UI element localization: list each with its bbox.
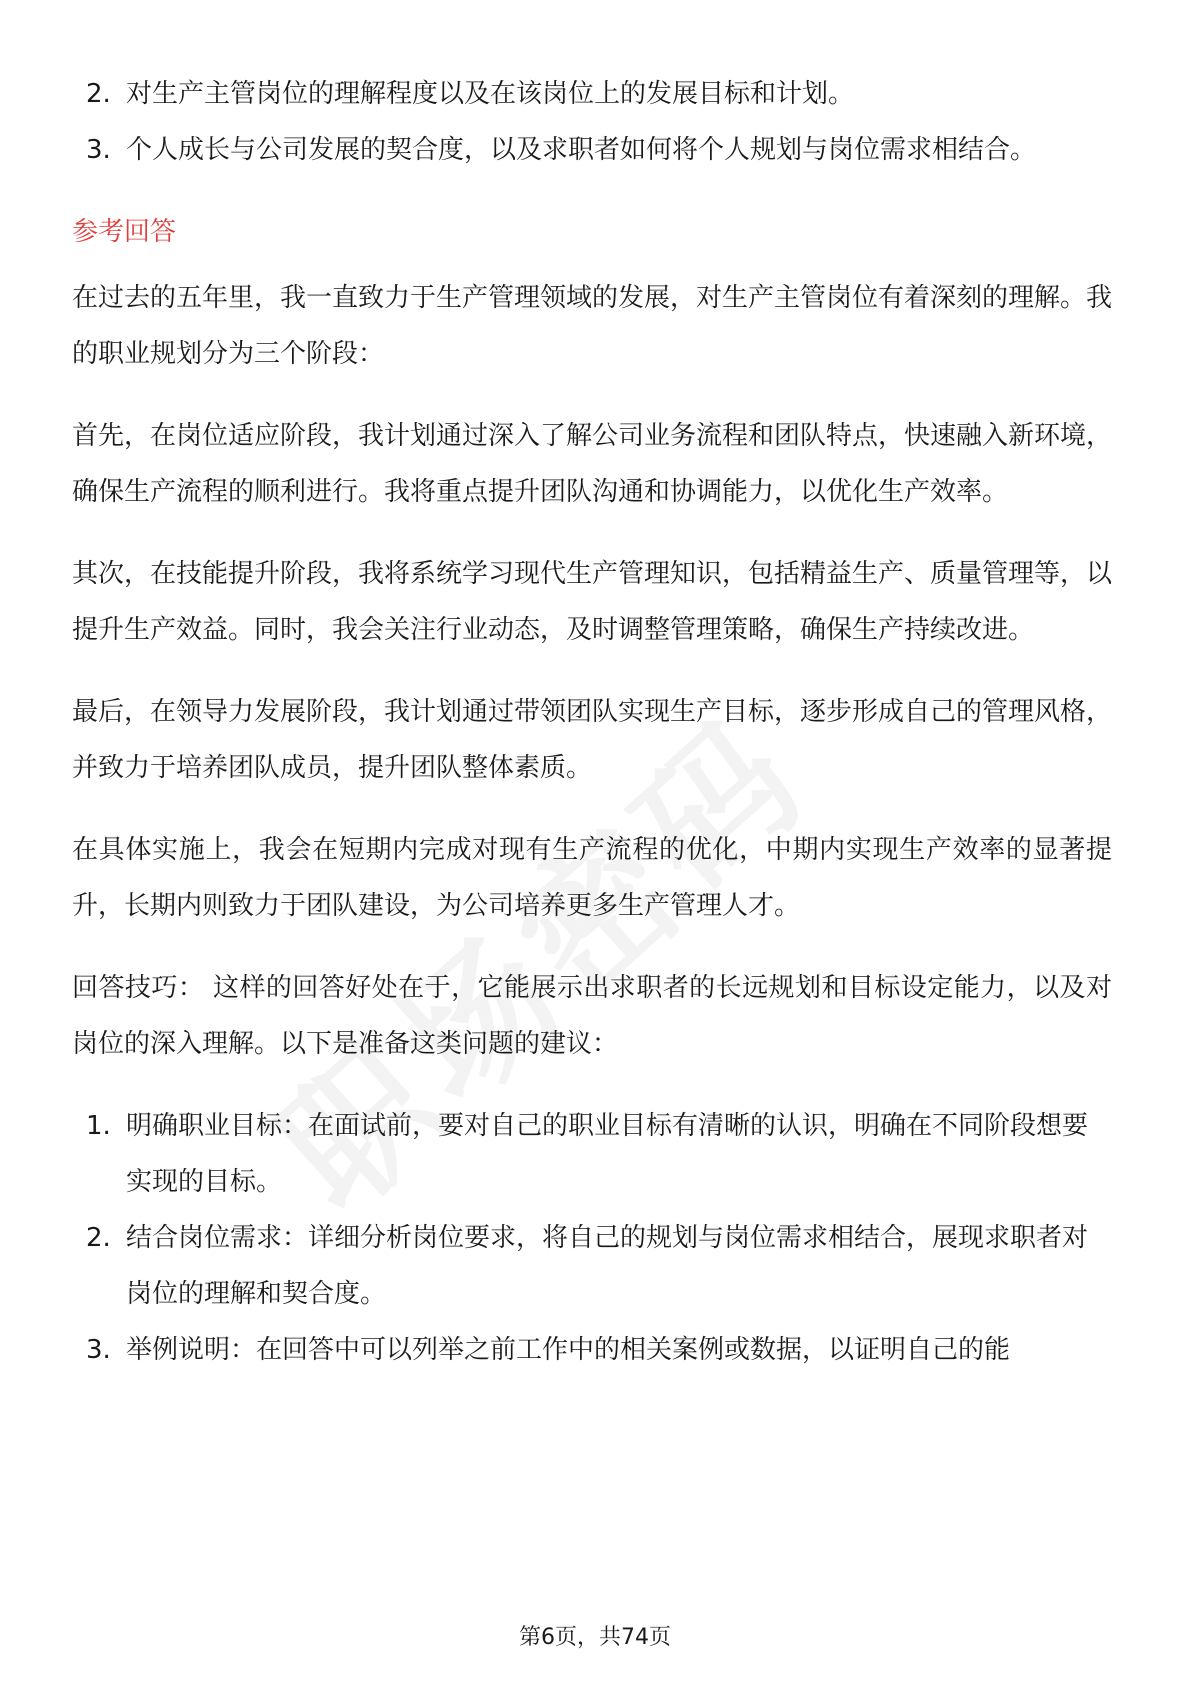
paragraph: 首先，在岗位适应阶段，我计划通过深入了解公司业务流程和团队特点，快速融入新环境，确保生产流程的顺利进行。我将重点提升团队沟通和协调能力，以优化生产效率。 [72,421,1113,507]
list-number: 3. [86,1335,111,1365]
tips-list [72,1098,1112,1378]
list-item [72,122,1112,178]
paragraph: 回答技巧： 这样的回答好处在于，它能展示出求职者的长远规划和目标设定能力，以及对岗位的深入理解。以下是准备这类问题的建议： [72,973,1112,1059]
paragraph: 在过去的五年里，我一直致力于生产管理领域的发展，对生产主管岗位有着深刻的理解。我的职业规划分为三个阶段： [72,283,1113,369]
paragraph: 在具体实施上，我会在短期内完成对现有生产流程的优化，中期内实现生产效率的显著提升，长期内则致力于团队建设，为公司培养更多生产管理人才。 [72,835,1112,921]
paragraph: 其次，在技能提升阶段，我将系统学习现代生产管理知识，包括精益生产、质量管理等，以提升生产效益。同时，我会关注行业动态，及时调整管理策略，确保生产持续改进。 [72,559,1113,645]
list-item [72,1210,1112,1322]
list-text: 明确职业目标：在面试前，要对自己的职业目标有清晰的认识，明确在不同阶段想要实现的目标。 [126,1111,1089,1197]
list-text: 对生产主管岗位的理解程度以及在该岗位上的发展目标和计划。 [126,79,855,109]
page-footer: 第6页，共74页 [519,1625,671,1650]
page-content [72,66,1112,1378]
list-text: 举例说明：在回答中可以列举之前工作中的相关案例或数据，以证明自己的能 [126,1335,1011,1365]
list-number: 2. [86,79,111,109]
requirements-list [72,66,1112,178]
list-item [72,66,1112,122]
list-text: 个人成长与公司发展的契合度，以及求职者如何将个人规划与岗位需求相结合。 [126,135,1037,165]
list-number: 3. [86,135,111,165]
paragraph: 最后，在领导力发展阶段，我计划通过带领团队实现生产目标，逐步形成自己的管理风格，并致力于培养团队成员，提升团队整体素质。 [72,697,1113,783]
list-text: 结合岗位需求：详细分析岗位要求，将自己的规划与岗位需求相结合，展现求职者对岗位的理解和契合度。 [126,1223,1089,1309]
list-number: 2. [86,1223,111,1253]
list-number: 1. [86,1111,111,1141]
list-item [72,1098,1112,1210]
section-heading: 参考回答 [72,217,177,247]
list-item [72,1322,1112,1378]
